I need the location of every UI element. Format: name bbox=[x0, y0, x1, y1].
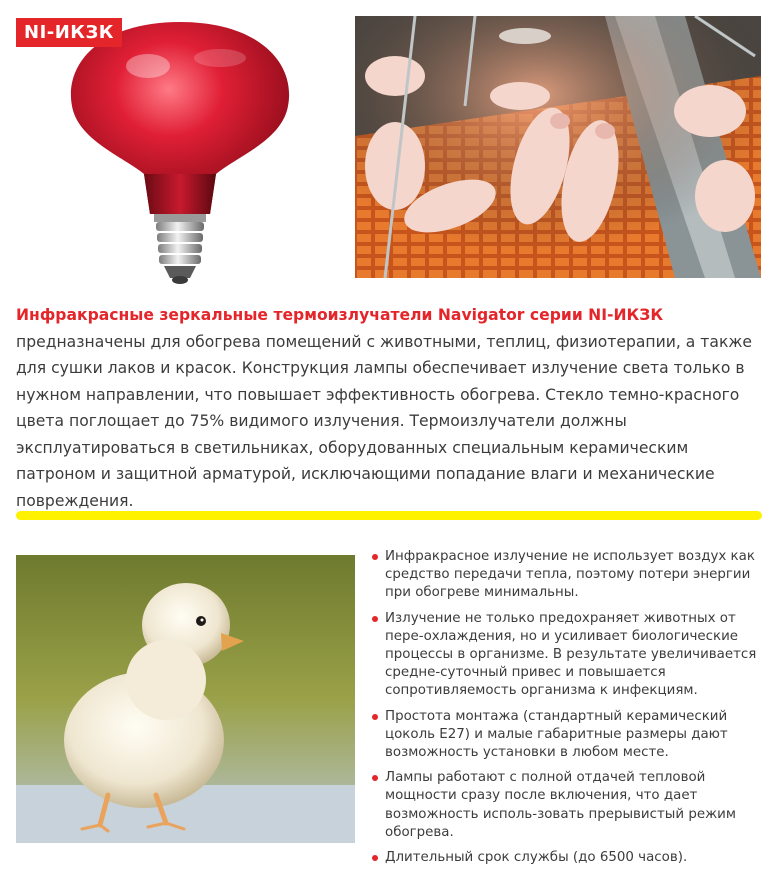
bullet-dot-icon bbox=[372, 616, 378, 622]
piglets-under-heat-lamp-photo bbox=[355, 16, 761, 278]
bullet-dot-icon bbox=[372, 554, 378, 560]
product-series-badge: NI-ИКЗК bbox=[16, 18, 122, 47]
benefit-item: Лампы работают с полной отдачей тепловой мощности сразу после включения, что дает возможность исполь-зовать прерывистый режим обогрева. bbox=[370, 769, 765, 842]
benefit-item: Излучение не только предохраняет животных от пере-охлаждения, но и усиливает биологические процессы в организме. В результате увеличивается средне-суточный привес и повышается сопротивляемость организма к инфекциям. bbox=[370, 610, 765, 701]
benefits-list bbox=[370, 548, 765, 874]
infrared-lamp-image bbox=[60, 14, 300, 286]
intro-paragraph bbox=[16, 302, 766, 514]
yellow-divider bbox=[16, 511, 762, 520]
chick-photo bbox=[16, 555, 355, 843]
intro-body: предназначены для обогрева помещений с животными, теплиц, физиотерапии, а также для сушки лаков и красок. Конструкция лампы обеспечивает излучение света только в нужном направлении, что повышает эффективность обогрева. Стекло темно-красного цвета поглощает до 75% видимого излучения. Термоизлучатели должны эксплуатироваться в светильниках, оборудованных специальным керамическим патроном и защитной арматурой, исключающими попадание влаги и механические повреждения. bbox=[16, 332, 753, 510]
benefit-item: Инфракрасное излучение не использует воздух как средство передачи тепла, поэтому потери энергии при обогреве минимальны. bbox=[370, 548, 765, 603]
benefit-item: Простота монтажа (стандартный керамический цоколь E27) и малые габаритные размеры дают возможность установки в любом месте. bbox=[370, 708, 765, 763]
bullet-dot-icon bbox=[372, 714, 378, 720]
bullet-dot-icon bbox=[372, 775, 378, 781]
intro-lead: Инфракрасные зеркальные термоизлучатели Navigator серии NI-ИКЗК bbox=[16, 306, 664, 324]
benefit-item: Длительный срок службы (до 6500 часов). bbox=[370, 849, 765, 867]
bullet-dot-icon bbox=[372, 855, 378, 861]
